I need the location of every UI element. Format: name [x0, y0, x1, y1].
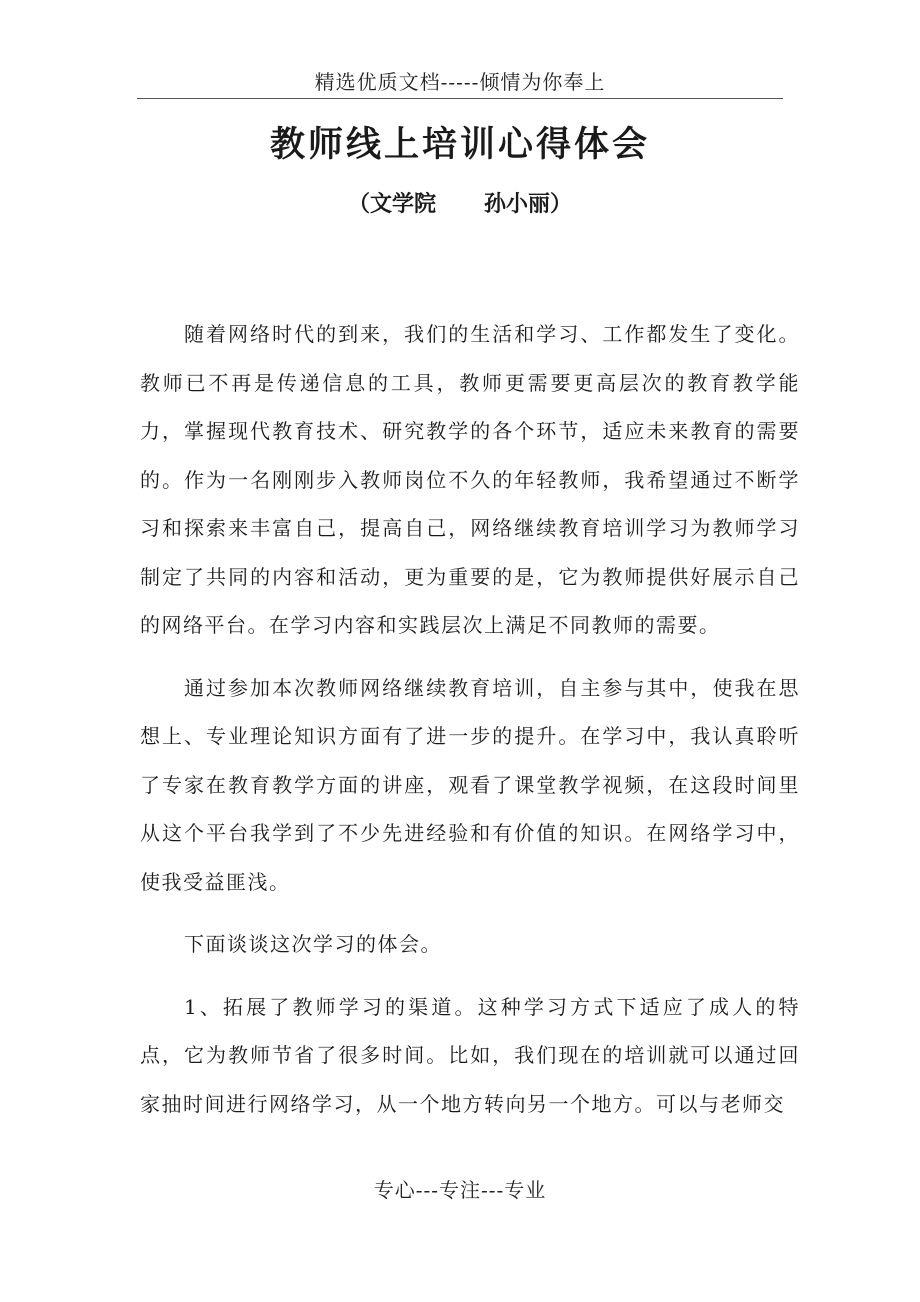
- byline-close-paren: ）: [550, 191, 573, 217]
- paragraph-training: 通过参加本次教师网络继续教育培训，自主参与其中，使我在思想上、专业理论知识方面有了进一步的提升。在学习中，我认真聆听了专家在教育教学方面的讲座，观看了课堂教学视频，在这段时间里从这个平台我学到了不少先进经验和有价值的知识。在网络学习中，使我受益匪浅。: [140, 675, 800, 894]
- byline-open-paren: （: [347, 191, 370, 217]
- paragraph-transition: 下面谈谈这次学习的体会。: [184, 932, 442, 956]
- page-header: 精选优质文档-----倾情为你奉上: [314, 70, 606, 94]
- byline-department: 文学院: [369, 191, 436, 217]
- header-divider: [137, 98, 783, 99]
- byline-author: 孙小丽: [484, 191, 551, 217]
- byline: [0, 187, 920, 218]
- page-footer: 专心---专注---专业: [373, 1178, 547, 1202]
- paragraph-point-1: 1、拓展了教师学习的渠道。这种学习方式下适应了成人的特点，它为教师节省了很多时间。比如，我们现在的培训就可以通过回家抽时间进行网络学习，从一个地方转向另一个地方。可以与老师交: [140, 994, 800, 1116]
- document-body: [140, 310, 800, 1142]
- paragraph-intro: 随着网络时代的到来，我们的生活和学习、工作都发生了变化。教师已不再是传递信息的工具，教师更需要更高层次的教育教学能力，掌握现代教育技术、研究教学的各个环节，适应未来教育的需要的。作为一名刚刚步入教师岗位不久的年轻教师，我希望通过不断学习和探索来丰富自己，提高自己，网络继续教育培训学习为教师学习制定了共同的内容和活动，更为重要的是，它为教师提供好展示自己的网络平台。在学习内容和实践层次上满足不同教师的需要。: [140, 322, 800, 637]
- document-title: 教师线上培训心得体会: [269, 124, 650, 165]
